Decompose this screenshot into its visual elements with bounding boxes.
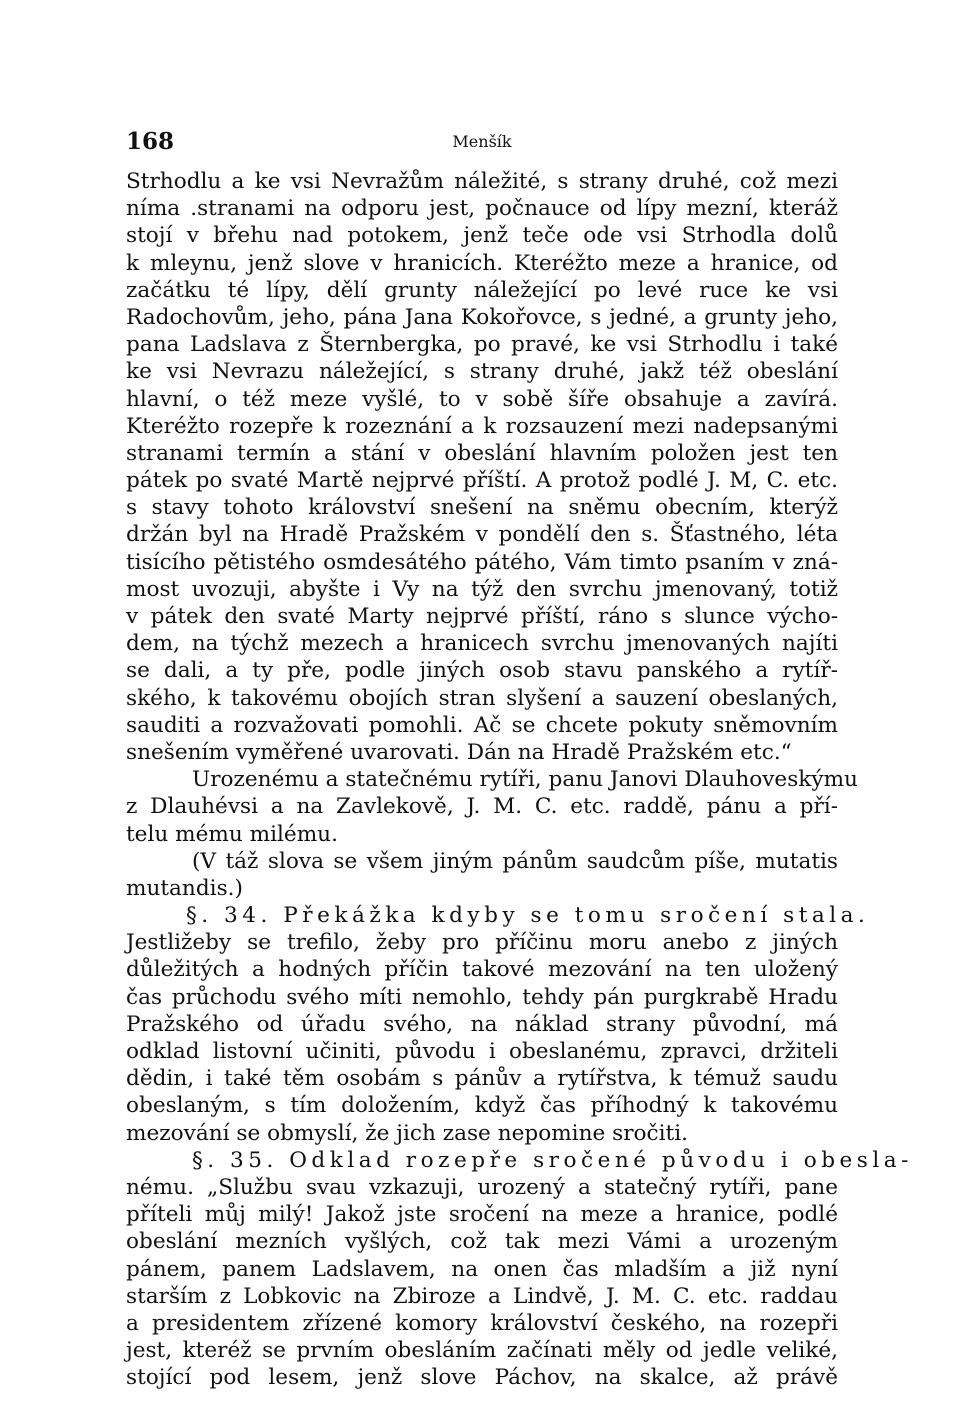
text-line: Kteréžto rozepře k rozeznání a k rozsauzení mezi nadepsanými [126, 413, 838, 439]
text-line: stojí v břehu nad potokem, jenž teče ode vsi Strhodla dolů [126, 223, 838, 249]
text-line: dem, na týchž mezech a hranicech svrchu jmenovaných najíti [126, 631, 838, 657]
text-line: z Dlauhévsi a na Zavlekově, J. M. C. etc. raddě, pánu a pří- [126, 794, 838, 820]
text-line: pánem, panem Ladslavem, na onen čas mladším a již nyní [126, 1256, 838, 1282]
text-line: se dali, a ty pře, podle jiných osob stavu panského a rytíř- [126, 658, 838, 684]
text-line: s stavy tohoto království snešení na sněmu obecním, kterýž [126, 495, 838, 521]
text-line: mutandis.) [126, 875, 243, 901]
text-line: čas průchodu svého míti nemohlo, tehdy pán purgkrabě Hradu [126, 984, 838, 1010]
text-line: obeslaným, s tím doložením, když čas příhodný k takovému [126, 1093, 838, 1119]
text-line: a presidentem zřízené komory království českého, na rozepři [126, 1310, 838, 1336]
running-head: Menšík [452, 132, 512, 151]
text-line: jest, kteréž se prvním obesláním začínati měly od jedle veliké, [126, 1338, 838, 1364]
text-line: Urozenému a statečnému rytíři, panu Janovi Dlauhoveskýmu [192, 767, 858, 793]
section-heading: §. 34. Překážka kdyby se tomu sročení stala. [186, 903, 870, 929]
text-line: hlavní, o též meze vyšlé, to v sobě šíře obsahuje a zavírá. [126, 386, 838, 412]
page-number: 168 [126, 128, 175, 155]
page-header [126, 128, 838, 168]
text-line: mezování se obmyslí, že jich zase nepomine sročiti. [126, 1120, 688, 1146]
text-line: držán byl na Hradě Pražském v pondělí den s. Šťastného, léta [126, 522, 838, 548]
text-line: telu mému milému. [126, 821, 338, 847]
text-line: stojící pod lesem, jenž slove Páchov, na skalce, až právě [126, 1365, 838, 1391]
text-line: Radochovům, jeho, pána Jana Kokořovce, s jedné, a grunty jeho, [126, 304, 838, 330]
text-line: pátek po svaté Martě nejprvé příští. A protož podlé J. M, C. etc. [126, 468, 838, 494]
text-line: dědin, i také těm osobám s pánův a rytířstva, k témuž saudu [126, 1066, 838, 1092]
text-line: Strhodlu a ke vsi Nevražům náležité, s strany druhé, což mezi [126, 169, 838, 194]
text-line: nému. „Službu svau vzkazuji, urozený a statečný rytíři, pane [126, 1174, 838, 1200]
text-line: odklad listovní učiniti, původu i obeslanému, zpravci, držiteli [126, 1039, 838, 1064]
book-page [126, 128, 913, 1391]
text-line: tisícího pětistého osmdesátého pátého, Vám timto psaním v zná- [126, 549, 838, 575]
text-line: snešením vyměřené uvarovati. Dán na Hradě Pražském etc.“ [126, 739, 792, 765]
text-line: Pražského od úřadu svého, na náklad strany původní, má [126, 1011, 838, 1037]
text-line: obeslání mezních vyšlých, což tak mezi Vámi a urozeným [126, 1229, 838, 1255]
text-line: (V táž slova se všem jiným pánům saudcům píše, mutatis [192, 848, 838, 874]
text-line: k mleynu, jenž slove v hranicích. Kteréžto meze a hranice, od [126, 250, 838, 276]
text-line: ského, k takovému obojích stran slyšení a sauzení obeslaných, [126, 685, 838, 711]
section-heading: §. 35. Odklad rozepře sročené původu i obesla- [192, 1147, 913, 1173]
text-line: stranami termín a stání v obeslání hlavním položen jest ten [126, 440, 838, 466]
text-line: důležitých a hodných příčin takové mezování na ten uložený [126, 957, 838, 983]
text-line: Jestližeby se trefilo, žeby pro příčinu moru anebo z jiných [126, 930, 838, 956]
text-line: v pátek den svaté Marty nejprvé příští, ráno s slunce výcho- [126, 604, 838, 629]
text-line: most uvozuji, abyšte i Vy na týž den svrchu jmenovaný, totiž [126, 576, 838, 602]
text-line: začátku té lípy, dělí grunty náležející po levé ruce ke vsi [126, 277, 838, 303]
text-line: níma .stranami na odporu jest, počnauce od lípy mezní, kteráž [126, 196, 838, 222]
text-line: starším z Lobkovic na Zbiroze a Lindvě, J. M. C. etc. raddau [126, 1283, 838, 1309]
text-line: pana Ladslava z Šternbergka, po pravé, ke vsi Strhodlu i také [126, 332, 838, 358]
text-line: ke vsi Nevrazu náležející, s strany druhé, jakž též obeslání [126, 359, 838, 385]
text-line: příteli můj milý! Jakož jste sročení na meze a hranice, podlé [126, 1202, 838, 1228]
text-line: sauditi a rozvažovati pomohli. Ač se chcete pokuty sněmovním [126, 712, 838, 738]
body-text [126, 168, 913, 1391]
